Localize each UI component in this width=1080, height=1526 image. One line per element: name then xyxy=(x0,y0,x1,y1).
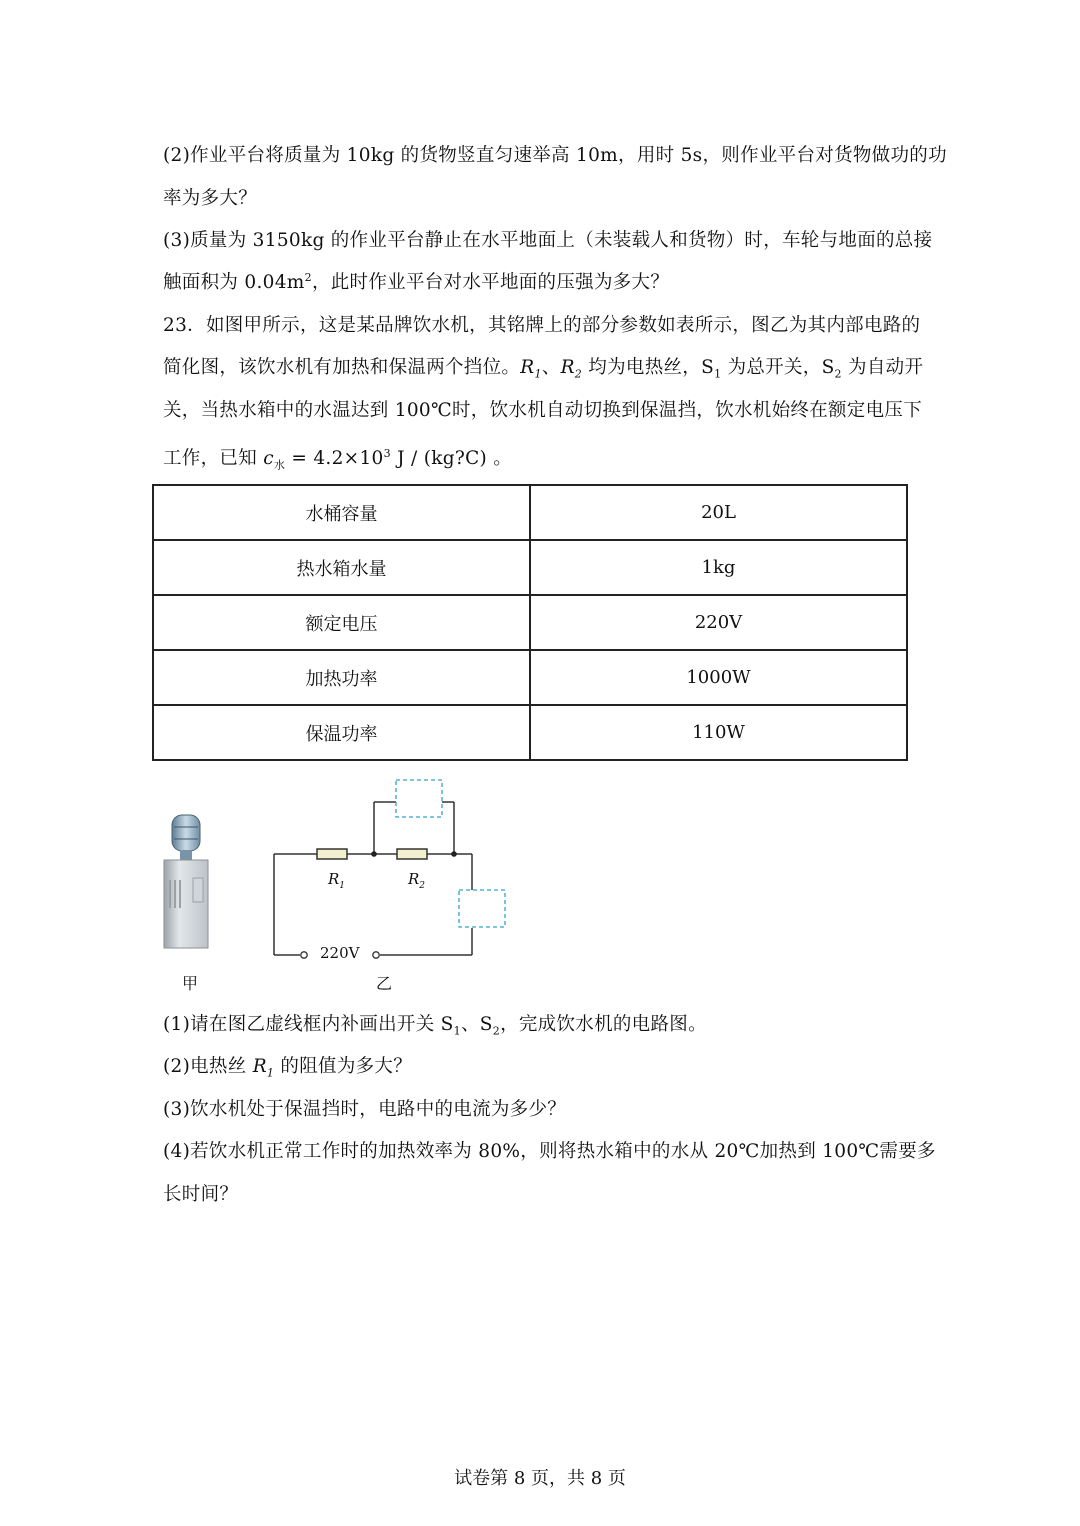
resistor-r2 xyxy=(397,849,427,859)
param-label: 热水箱水量 xyxy=(153,540,530,595)
q23-line2-text: 简化图，该饮水机有加热和保温两个挡位。 xyxy=(163,357,521,378)
q23-line4 xyxy=(163,444,512,470)
r2-subscript: 2 xyxy=(574,367,583,381)
table-row xyxy=(153,540,907,595)
param-label: 保温功率 xyxy=(153,705,530,760)
area-exponent: 2 xyxy=(304,270,312,284)
sub-question-1-sep: 、S xyxy=(460,1014,493,1035)
table-row xyxy=(153,705,907,760)
param-label: 额定电压 xyxy=(153,595,530,650)
param-value: 110W xyxy=(530,705,907,760)
param-label: 水桶容量 xyxy=(153,485,530,540)
q22-part2-line1: (2)作业平台将质量为 10kg 的货物竖直匀速举高 10m，用时 5s，则作业平台对货物做功的功 xyxy=(163,145,947,166)
junction-node xyxy=(451,851,457,857)
specific-heat-formula: = 4.2×10 xyxy=(285,448,384,469)
r2-symbol: R xyxy=(560,357,575,378)
switch-placeholder-box-top xyxy=(396,780,442,817)
table-row xyxy=(153,650,907,705)
sub-question-2 xyxy=(163,1052,412,1078)
sub-question-2-tail: 的阻值为多大？ xyxy=(274,1056,413,1077)
s2-subscript: 2 xyxy=(492,1024,501,1038)
r1-label: $R_1$ xyxy=(328,870,346,891)
parameter-table xyxy=(152,484,908,761)
separator: 、 xyxy=(541,357,561,378)
sub-question-4-line1: (4)若饮水机正常工作时的加热效率为 80%，则将热水箱中的水从 20℃加热到 100℃需要多 xyxy=(163,1141,936,1162)
param-label: 加热功率 xyxy=(153,650,530,705)
figure-area xyxy=(150,770,530,1000)
sub-question-2-text: (2)电热丝 xyxy=(163,1056,253,1077)
formula-exponent: 3 xyxy=(383,446,391,460)
r2-label: $R_2$ xyxy=(408,870,426,891)
q22-part3-line2 xyxy=(163,268,669,294)
r1-symbol: R xyxy=(520,357,535,378)
sub-question-1 xyxy=(163,1010,707,1036)
r1-subscript: 1 xyxy=(266,1066,275,1080)
q23-line1: 23．如图甲所示，这是某品牌饮水机，其铭牌上的部分参数如表所示，图乙为其内部电路的 xyxy=(163,315,921,336)
r1-symbol: R xyxy=(252,1056,267,1077)
s1-subscript: 1 xyxy=(714,367,722,381)
q22-part3-text-tail: ，此时作业平台对水平地面的压强为多大？ xyxy=(311,272,670,293)
q22-part3-text: 触面积为 0.04m xyxy=(163,272,305,293)
switch-placeholder-box-right xyxy=(459,890,505,927)
circuit-diagram xyxy=(274,802,472,955)
param-value: 1000W xyxy=(530,650,907,705)
q23-line2 xyxy=(163,353,923,379)
sub-question-4-line2: 长时间？ xyxy=(163,1184,239,1205)
sub-question-1-tail: ，完成饮水机的电路图。 xyxy=(500,1014,707,1035)
q23-line2-text-d: 为自动开 xyxy=(841,357,924,378)
q23-line4-text: 工作，已知 xyxy=(163,448,264,469)
water-dispenser-image xyxy=(164,815,208,948)
q22-part3-line1: (3)质量为 3150kg 的作业平台静止在水平地面上（未装载人和货物）时，车轮与地面的总接 xyxy=(163,230,933,251)
param-value: 20L xyxy=(530,485,907,540)
s2-subscript: 2 xyxy=(834,367,842,381)
terminal-right xyxy=(373,952,379,958)
specific-heat-subscript: 水 xyxy=(273,458,286,472)
q23-line2-text-c: 为总开关，S xyxy=(721,357,835,378)
q23-line2-text-b: 均为电热丝，S xyxy=(582,357,715,378)
formula-unit: J / (kg?C) 。 xyxy=(390,448,513,469)
param-value: 1kg xyxy=(530,540,907,595)
q23-line3: 关，当热水箱中的水温达到 100℃时，饮水机自动切换到保温挡，饮水机始终在额定电压下 xyxy=(163,400,922,421)
specific-heat-symbol: c xyxy=(263,448,274,469)
voltage-label: 220V xyxy=(320,944,360,962)
sub-question-1-text: (1)请在图乙虚线框内补画出开关 S xyxy=(163,1014,454,1035)
resistor-r1 xyxy=(317,849,347,859)
caption-yi: 乙 xyxy=(376,974,393,993)
s1-subscript: 1 xyxy=(453,1024,461,1038)
terminal-left xyxy=(301,952,307,958)
q22-part2-line2: 率为多大？ xyxy=(163,188,258,209)
sub-question-3: (3)饮水机处于保温挡时，电路中的电流为多少？ xyxy=(163,1099,567,1120)
param-value: 220V xyxy=(530,595,907,650)
r1-subscript: 1 xyxy=(534,367,542,381)
table-row xyxy=(153,595,907,650)
caption-jia: 甲 xyxy=(182,974,199,993)
junction-node xyxy=(371,851,377,857)
table-row xyxy=(153,485,907,540)
page-footer: 试卷第 8 页，共 8 页 xyxy=(454,1468,626,1489)
